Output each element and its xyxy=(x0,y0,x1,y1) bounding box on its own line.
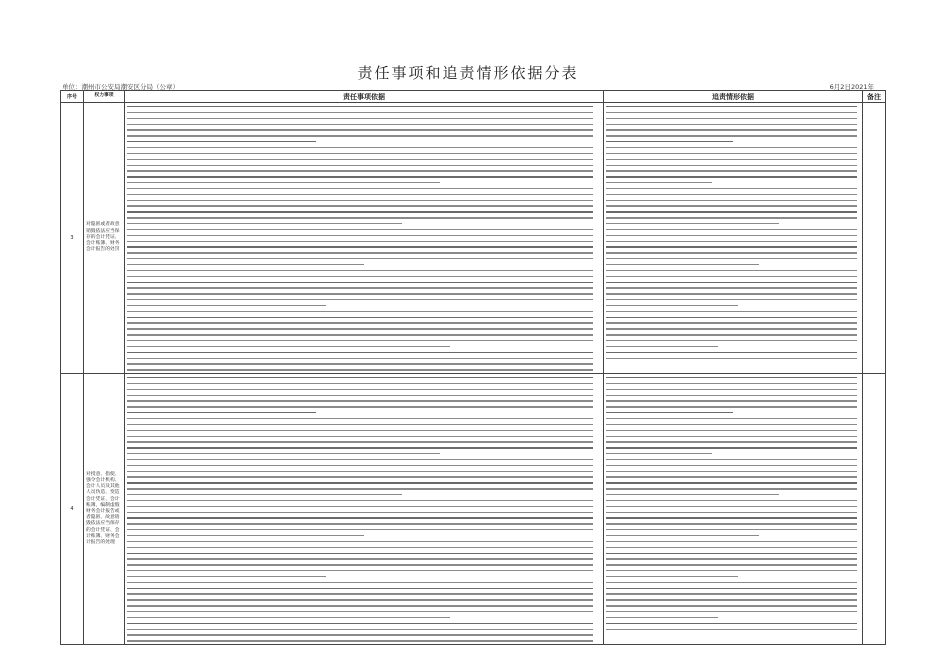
text-line xyxy=(127,241,593,242)
text-line xyxy=(127,634,593,635)
text-line xyxy=(127,465,593,466)
text-line xyxy=(127,400,593,401)
text-line xyxy=(127,412,316,413)
text-line xyxy=(606,112,857,113)
text-line xyxy=(606,170,857,171)
text-line xyxy=(606,617,718,618)
text-line xyxy=(606,517,857,518)
text-line xyxy=(606,512,857,513)
text-line xyxy=(606,246,857,247)
text-line xyxy=(127,564,593,565)
text-line xyxy=(127,182,440,183)
text-line xyxy=(606,547,857,548)
text-line xyxy=(127,453,440,454)
page-title: 责任事项和追责情形依据分表 xyxy=(357,64,579,82)
text-line xyxy=(127,553,593,554)
text-line xyxy=(127,476,593,477)
power-item-name: 对授意、指使、强令会计机构、会计人员及其他人员伪造、变造会计凭证、会计账簿，编制虚假财务会计报告或者隐匿、故意销毁依法应当保存的会计凭证、会计账簿、财务会计报告的处理 xyxy=(84,374,125,645)
text-line xyxy=(127,165,593,166)
date-label: 6月2日2021年 xyxy=(829,83,874,91)
text-line xyxy=(606,264,759,265)
text-line xyxy=(127,383,593,384)
text-line xyxy=(127,159,593,160)
text-line xyxy=(606,500,857,501)
text-line xyxy=(127,424,593,425)
text-line xyxy=(127,147,593,148)
text-line xyxy=(606,346,718,347)
responsibility-table xyxy=(60,90,886,645)
column-header-responsibility-basis: 责任事项依据 xyxy=(125,91,604,103)
text-line xyxy=(127,576,326,577)
text-line xyxy=(606,436,857,437)
remarks-cell xyxy=(863,103,886,374)
text-line xyxy=(127,447,593,448)
text-line xyxy=(606,141,733,142)
text-line xyxy=(127,582,593,583)
text-line xyxy=(606,588,857,589)
text-line xyxy=(606,389,857,390)
text-line xyxy=(127,494,402,495)
text-line xyxy=(127,517,593,518)
row-number: 4 xyxy=(61,374,84,645)
accountability-basis-cell xyxy=(604,103,863,374)
text-line xyxy=(606,276,857,277)
text-line xyxy=(606,377,857,378)
text-line xyxy=(606,124,857,125)
text-line xyxy=(606,605,857,606)
text-line xyxy=(127,500,593,501)
text-line xyxy=(127,430,593,431)
text-line xyxy=(606,465,857,466)
text-line xyxy=(127,541,593,542)
text-line xyxy=(127,194,593,195)
text-line xyxy=(127,258,593,259)
text-line xyxy=(606,599,857,600)
text-line xyxy=(127,200,593,201)
text-line xyxy=(606,395,857,396)
text-line xyxy=(127,640,593,641)
text-line xyxy=(127,112,593,113)
text-line xyxy=(606,535,759,536)
text-line xyxy=(127,623,593,624)
text-line xyxy=(127,176,593,177)
text-line xyxy=(606,223,779,224)
text-line xyxy=(606,529,857,530)
text-line xyxy=(127,205,593,206)
text-line xyxy=(127,617,450,618)
text-line xyxy=(127,217,593,218)
text-line xyxy=(606,217,857,218)
text-line xyxy=(606,494,779,495)
text-line xyxy=(606,453,712,454)
text-line xyxy=(606,623,857,624)
text-line xyxy=(127,611,593,612)
table-row xyxy=(61,103,886,374)
text-line xyxy=(606,506,857,507)
table-header-row xyxy=(61,91,886,103)
text-line xyxy=(606,165,857,166)
text-line xyxy=(606,135,857,136)
text-line xyxy=(606,564,857,565)
text-line xyxy=(127,599,593,600)
text-line xyxy=(127,558,593,559)
text-line xyxy=(127,235,593,236)
text-line xyxy=(127,358,593,359)
text-line xyxy=(606,159,857,160)
text-line xyxy=(606,611,857,612)
text-line xyxy=(606,317,857,318)
text-line xyxy=(127,293,593,294)
text-line xyxy=(606,188,857,189)
text-line xyxy=(127,395,593,396)
text-line xyxy=(127,211,593,212)
text-line xyxy=(127,588,593,589)
text-line xyxy=(127,252,593,253)
text-line xyxy=(606,558,857,559)
text-line xyxy=(127,129,593,130)
text-line xyxy=(127,223,402,224)
text-line xyxy=(606,153,857,154)
text-line xyxy=(127,529,593,530)
text-line xyxy=(127,118,593,119)
text-line xyxy=(606,593,857,594)
column-header-no: 序号 xyxy=(61,91,84,103)
text-line xyxy=(127,506,593,507)
responsibility-basis-cell xyxy=(125,374,604,645)
text-line xyxy=(606,488,857,489)
text-line xyxy=(606,258,857,259)
text-line xyxy=(606,229,857,230)
text-line xyxy=(127,570,593,571)
text-line xyxy=(127,135,593,136)
text-line xyxy=(606,118,857,119)
text-line xyxy=(606,523,857,524)
text-line xyxy=(606,459,857,460)
responsibility-basis-text xyxy=(125,374,603,644)
text-line xyxy=(127,153,593,154)
text-line xyxy=(606,412,733,413)
text-line xyxy=(606,471,857,472)
text-line xyxy=(127,441,593,442)
text-line xyxy=(606,582,857,583)
text-line xyxy=(127,488,593,489)
text-line xyxy=(127,436,593,437)
text-line xyxy=(606,205,857,206)
text-line xyxy=(606,194,857,195)
text-line xyxy=(127,377,593,378)
responsibility-basis-cell xyxy=(125,103,604,374)
text-line xyxy=(606,476,857,477)
text-line xyxy=(606,406,857,407)
text-line xyxy=(127,346,450,347)
text-line xyxy=(606,305,738,306)
text-line xyxy=(127,311,593,312)
column-header-accountability-basis: 追责情形依据 xyxy=(604,91,863,103)
text-line xyxy=(606,176,857,177)
text-line xyxy=(606,383,857,384)
text-line xyxy=(127,369,593,370)
text-line xyxy=(127,328,593,329)
text-line xyxy=(606,570,857,571)
text-line xyxy=(127,229,593,230)
text-line xyxy=(127,322,593,323)
text-line xyxy=(127,170,593,171)
text-line xyxy=(127,264,364,265)
text-line xyxy=(127,523,593,524)
text-line xyxy=(127,363,593,364)
text-line xyxy=(127,299,593,300)
text-line xyxy=(127,471,593,472)
text-line xyxy=(606,447,857,448)
text-line xyxy=(606,322,857,323)
text-line xyxy=(606,311,857,312)
responsibility-basis-text xyxy=(125,103,603,373)
text-line xyxy=(127,482,593,483)
text-line xyxy=(127,334,593,335)
text-line xyxy=(606,252,857,253)
text-line xyxy=(606,200,857,201)
text-line xyxy=(127,305,326,306)
text-line xyxy=(606,235,857,236)
text-line xyxy=(606,270,857,271)
text-line xyxy=(606,293,857,294)
text-line xyxy=(127,141,316,142)
text-line xyxy=(606,424,857,425)
text-line xyxy=(127,124,593,125)
text-line xyxy=(127,276,593,277)
row-number: 3 xyxy=(61,103,84,374)
text-line xyxy=(606,129,857,130)
text-line xyxy=(127,418,593,419)
text-line xyxy=(127,389,593,390)
text-line xyxy=(127,282,593,283)
text-line xyxy=(127,459,593,460)
text-line xyxy=(127,270,593,271)
text-line xyxy=(127,605,593,606)
text-line xyxy=(127,406,593,407)
text-line xyxy=(606,418,857,419)
text-line xyxy=(606,106,857,107)
text-line xyxy=(606,430,857,431)
text-line xyxy=(606,299,857,300)
accountability-basis-cell xyxy=(604,374,863,645)
text-line xyxy=(127,593,593,594)
text-line xyxy=(606,576,738,577)
text-line xyxy=(127,535,364,536)
unit-label: 单位：潮州市公安局潮安区分局（公章） xyxy=(62,83,179,91)
text-line xyxy=(127,352,593,353)
text-line xyxy=(606,287,857,288)
text-line xyxy=(606,553,857,554)
column-header-power-item: 权力事项 xyxy=(84,91,125,103)
table-row xyxy=(61,374,886,645)
text-line xyxy=(127,547,593,548)
text-line xyxy=(127,340,593,341)
power-item-name: 对隐匿或者故意销毁依法应当保存的会计凭证、会计账簿、财务会计报告的处罚 xyxy=(84,103,125,374)
text-line xyxy=(127,512,593,513)
text-line xyxy=(606,352,857,353)
text-line xyxy=(606,147,857,148)
text-line xyxy=(606,334,857,335)
text-line xyxy=(606,629,857,630)
text-line xyxy=(606,482,857,483)
column-header-remarks: 备注 xyxy=(863,91,886,103)
text-line xyxy=(606,400,857,401)
remarks-cell xyxy=(863,374,886,645)
text-line xyxy=(606,358,857,359)
text-line xyxy=(127,629,593,630)
text-line xyxy=(127,287,593,288)
text-line xyxy=(606,441,857,442)
text-line xyxy=(606,328,857,329)
text-line xyxy=(127,246,593,247)
text-line xyxy=(606,340,857,341)
text-line xyxy=(606,182,712,183)
text-line xyxy=(606,211,857,212)
text-line xyxy=(606,541,857,542)
accountability-basis-text xyxy=(604,374,862,644)
text-line xyxy=(606,241,857,242)
text-line xyxy=(127,106,593,107)
text-line xyxy=(606,282,857,283)
accountability-basis-text xyxy=(604,103,862,373)
text-line xyxy=(127,317,593,318)
text-line xyxy=(127,188,593,189)
